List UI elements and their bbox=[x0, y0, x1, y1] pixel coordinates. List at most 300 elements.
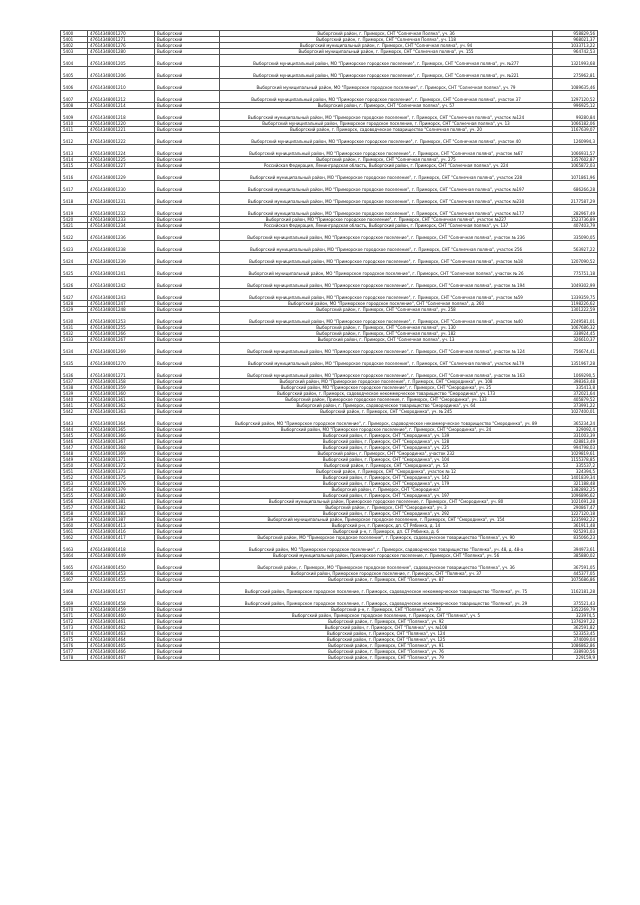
district-cell: Выборгский bbox=[155, 607, 220, 613]
cadastral-value-cell: 290867,47 bbox=[553, 505, 598, 511]
address-cell: Выборгский район, МО "Приморское городское поселение", г. Приморск, садоводческое товарищество "Полянка", уч. 48, д. 48-а bbox=[220, 541, 553, 553]
row-number-cell: 5402 bbox=[61, 43, 88, 49]
row-number-cell: 5411 bbox=[61, 127, 88, 133]
address-cell: Выборгский район, Приморское городское поселение, г. Приморск, СНТ "Полянка", уч. 5 bbox=[220, 613, 553, 619]
district-cell: Выборгский bbox=[155, 55, 220, 67]
address-cell: Выборгский район, г. Приморск, СНТ "Солнечная Поляна", уч. 36 bbox=[220, 31, 553, 37]
cadastral-value-cell: 1297120,52 bbox=[553, 91, 598, 103]
table-row bbox=[61, 541, 598, 553]
cadastral-code-cell: 47614348001379 bbox=[88, 487, 155, 493]
cadastral-value-cell: 323974,5 bbox=[553, 613, 598, 619]
table-row bbox=[61, 229, 598, 241]
district-cell: Выборгский bbox=[155, 241, 220, 253]
table-row bbox=[61, 67, 598, 79]
row-number-cell: 5435 bbox=[61, 355, 88, 367]
row-number-cell: 5475 bbox=[61, 637, 88, 643]
table-row bbox=[61, 343, 598, 355]
cadastral-code-cell: 47614348001363 bbox=[88, 409, 155, 415]
address-cell: Выборгский район, МО "Приморское городское поселение", г. Приморск, СНТ "Смородинка", уч. 108 bbox=[220, 379, 553, 385]
cadastral-code-cell: 47614348001270 bbox=[88, 355, 155, 367]
district-cell: Выборгский bbox=[155, 631, 220, 637]
cadastral-code-cell: 47614348001381 bbox=[88, 499, 155, 505]
district-cell: Выборгский bbox=[155, 265, 220, 277]
row-number-cell: 5472 bbox=[61, 619, 88, 625]
cadastral-code-cell: 47614348001465 bbox=[88, 643, 155, 649]
address-cell: Выборгский район, МО "Приморское городское поселение", г. Приморск, СНТ "Солнечная поляна", участок №227 bbox=[220, 217, 553, 223]
cadastral-value-cell: 1162181,28 bbox=[553, 583, 598, 595]
address-cell: Российская Федерация, Ленинградская область, Выборгский район, г. Приморск, СНТ "Солнечная поляна", уч. 224 bbox=[220, 163, 553, 169]
address-cell: Выборгский муниципальный район, Приморское городское поселение, г. Приморск, СНТ "Смородинка", уч. 80 bbox=[220, 499, 553, 505]
row-number-cell: 5448 bbox=[61, 451, 88, 457]
address-cell: Выборгский район, МО "Приморское городское поселение", г. Приморск, СНТ "Смородинка", уч. 24 bbox=[220, 427, 553, 433]
cadastral-value-cell: 1089635,46 bbox=[553, 79, 598, 91]
cadastral-value-cell: 1069290,5 bbox=[553, 367, 598, 379]
table-row bbox=[61, 289, 598, 301]
district-cell: Выборгский bbox=[155, 379, 220, 385]
address-cell: Выборгский район, Приморское городское поселение, г. Приморск, садоводческое некоммерческое товарищество "Полянка", уч. 75 bbox=[220, 583, 553, 595]
cadastral-code-cell: 47614348001382 bbox=[88, 505, 155, 511]
cadastral-value-cell: 925291,03 bbox=[553, 529, 598, 535]
row-number-cell: 5458 bbox=[61, 511, 88, 517]
cadastral-code-cell: 47614348001375 bbox=[88, 475, 155, 481]
district-cell: Выборгский bbox=[155, 523, 220, 529]
cadastral-code-cell: 47614348001267 bbox=[88, 337, 155, 343]
row-number-cell: 5407 bbox=[61, 91, 88, 103]
address-cell: Выборгский муниципальный район, МО "Приморское городское поселение", г. Приморск, СНТ "Солнечная поляна", участок №179 bbox=[220, 355, 553, 367]
address-cell: Выборгский район, г. Приморск, СНТ "Смородинка", уч. 142 bbox=[220, 475, 553, 481]
address-cell: Выборгский район, г. Приморск, СНТ "Полянка", уч. 76 bbox=[220, 649, 553, 655]
cadastral-code-cell: 47614348001232 bbox=[88, 205, 155, 217]
cadastral-value-cell: 1065872,03 bbox=[553, 163, 598, 169]
cadastral-value-cell: 835066,23 bbox=[553, 535, 598, 541]
district-cell: Выборгский bbox=[155, 427, 220, 433]
address-cell: Выборгский район, г. Приморск, СНТ "Полянка", уч. 124 bbox=[220, 631, 553, 637]
cadastral-value-cell: 1027400,01 bbox=[553, 409, 598, 415]
address-cell: Выборгский муниципальный район, МО "Приморское городское поселение", г. Приморск, СНТ "Солнечная поляна", уч. №277 bbox=[220, 55, 553, 67]
district-cell: Выборгский bbox=[155, 583, 220, 595]
row-number-cell: 5418 bbox=[61, 193, 88, 205]
address-cell: Выборгский район, г. Приморск, СНТ "Солнечная поляна", уч. 57 bbox=[220, 103, 553, 109]
row-number-cell: 5414 bbox=[61, 157, 88, 163]
cadastral-value-cell: 1049302,99 bbox=[553, 277, 598, 289]
cadastral-code-cell: 47614348001214 bbox=[88, 103, 155, 109]
cadastral-code-cell: 47614348001358 bbox=[88, 379, 155, 385]
row-number-cell: 5410 bbox=[61, 121, 88, 127]
table-row bbox=[61, 583, 598, 595]
cadastral-code-cell: 47614348001280 bbox=[88, 49, 155, 55]
district-cell: Выборгский bbox=[155, 49, 220, 55]
cadastral-code-cell: 47614348001376 bbox=[88, 481, 155, 487]
cadastral-value-cell: 365234,24 bbox=[553, 415, 598, 427]
district-cell: Выборгский bbox=[155, 481, 220, 487]
registry-table bbox=[60, 30, 598, 661]
district-cell: Выборгский bbox=[155, 91, 220, 103]
cadastral-code-cell: 47614348001210 bbox=[88, 79, 155, 91]
row-number-cell: 5459 bbox=[61, 517, 88, 523]
cadastral-value-cell: 338930,56 bbox=[553, 649, 598, 655]
row-number-cell: 5464 bbox=[61, 553, 88, 559]
district-cell: Выборгский bbox=[155, 595, 220, 607]
district-cell: Выборгский bbox=[155, 541, 220, 553]
address-cell: Выборгский район, г. Приморск, СНТ "Смородинка", уч. 3 bbox=[220, 505, 553, 511]
cadastral-code-cell: 47614348001361 bbox=[88, 397, 155, 403]
district-cell: Выборгский bbox=[155, 649, 220, 655]
district-cell: Выборгский bbox=[155, 625, 220, 631]
district-cell: Выборгский bbox=[155, 145, 220, 157]
cadastral-value-cell: 1066182,06 bbox=[553, 121, 598, 127]
district-cell: Выборгский bbox=[155, 355, 220, 367]
cadastral-code-cell: 47614348001212 bbox=[88, 91, 155, 103]
district-cell: Выборгский bbox=[155, 193, 220, 205]
table-row bbox=[61, 109, 598, 121]
cadastral-code-cell: 47614348001380 bbox=[88, 493, 155, 499]
cadastral-code-cell: 47614348001220 bbox=[88, 121, 155, 127]
cadastral-value-cell: 1523736,89 bbox=[553, 217, 598, 223]
cadastral-value-cell: 994798,03 bbox=[553, 445, 598, 451]
row-number-cell: 5461 bbox=[61, 529, 88, 535]
district-cell: Выборгский bbox=[155, 463, 220, 469]
cadastral-code-cell: 47614348001238 bbox=[88, 241, 155, 253]
district-cell: Выборгский bbox=[155, 403, 220, 409]
address-cell: Выборгский муниципальный район, МО "Приморское городское поселение", г. Приморск, СНТ "Солнечная поляна", участок №197 bbox=[220, 181, 553, 193]
address-cell: Выборгский район, г. Приморск, СНТ "Солнечная поляна", уч. 275 bbox=[220, 157, 553, 163]
cadastral-code-cell: 47614348001368 bbox=[88, 445, 155, 451]
row-number-cell: 5454 bbox=[61, 487, 88, 493]
district-cell: Выборгский bbox=[155, 277, 220, 289]
cadastral-value-cell: 1301222,59 bbox=[553, 307, 598, 313]
district-cell: Выборгский bbox=[155, 301, 220, 307]
address-cell: Выборгский р-н, г. Приморск, дп. СТ Рябинка, д. 6 bbox=[220, 529, 553, 535]
row-number-cell: 5401 bbox=[61, 37, 88, 43]
address-cell: Выборгский район, г. Приморск, СНТ "Смородинка", уч. 292 bbox=[220, 511, 553, 517]
district-cell: Выборгский bbox=[155, 205, 220, 217]
cadastral-value-cell: 331003,39 bbox=[553, 433, 598, 439]
table-row bbox=[61, 355, 598, 367]
address-cell: Выборгский район, г. Приморск, СНТ "Полянка", уч. №108 bbox=[220, 625, 553, 631]
district-cell: Выборгский bbox=[155, 643, 220, 649]
row-number-cell: 5427 bbox=[61, 289, 88, 301]
cadastral-code-cell: 47614348001453 bbox=[88, 571, 155, 577]
row-number-cell: 5421 bbox=[61, 223, 88, 229]
district-cell: Выборгский bbox=[155, 169, 220, 181]
table-row bbox=[61, 595, 598, 607]
cadastral-code-cell: 47614348001253 bbox=[88, 313, 155, 325]
cadastral-code-cell: 47614348001243 bbox=[88, 289, 155, 301]
table-row bbox=[61, 559, 598, 571]
cadastral-value-cell: 362591,82 bbox=[553, 625, 598, 631]
address-cell: Выборгский муниципальный район, МО "Приморское городское поселение", г. Приморск, СНТ "Солнечная поляна", участок № 124 bbox=[220, 343, 553, 355]
row-number-cell: 5457 bbox=[61, 505, 88, 511]
district-cell: Выборгский bbox=[155, 529, 220, 535]
address-cell: Выборгский район, г. Приморск, СНТ "Солнечная Поляна", уч. 118 bbox=[220, 37, 553, 43]
cadastral-code-cell: 47614348001464 bbox=[88, 637, 155, 643]
cadastral-value-cell: 1339359,75 bbox=[553, 289, 598, 301]
cadastral-value-cell: 1357602,87 bbox=[553, 157, 598, 163]
address-cell: Выборгский муниципальный район, МО "Приморское городское поселение", г. Приморск, СНТ "Солнечная поляна", участок №124 bbox=[220, 109, 553, 121]
district-cell: Выборгский bbox=[155, 67, 220, 79]
address-cell: Выборгский район, г. Приморск, СНТ "Полянка", уч. 91 bbox=[220, 643, 553, 649]
row-number-cell: 5468 bbox=[61, 583, 88, 595]
address-cell: Выборгский муниципальный район, МО "Приморское городское поселение", г. Приморск, СНТ "Солнечная поляна", участок № 236 bbox=[220, 229, 553, 241]
cadastral-value-cell: 367591,05 bbox=[553, 559, 598, 571]
district-cell: Выборгский bbox=[155, 475, 220, 481]
table-row bbox=[61, 655, 598, 661]
cadastral-value-cell: 1227120,18 bbox=[553, 511, 598, 517]
cadastral-value-cell: 1167639,07 bbox=[553, 127, 598, 133]
row-number-cell: 5404 bbox=[61, 55, 88, 67]
row-number-cell: 5473 bbox=[61, 625, 88, 631]
address-cell: Выборгский муниципальный район, МО "Приморское городское поселение", г. Приморск, СНТ "Солнечная поляна", участок № 194 bbox=[220, 277, 553, 289]
district-cell: Выборгский bbox=[155, 391, 220, 397]
district-cell: Выборгский bbox=[155, 553, 220, 559]
cadastral-value-cell: 1198226,62 bbox=[553, 301, 598, 307]
cadastral-value-cell: 385880,02 bbox=[553, 553, 598, 559]
district-cell: Выборгский bbox=[155, 499, 220, 505]
address-cell: Выборгский муниципальный район, Приморское городское поселение, г. Приморск, СНТ "Полянка", уч. 56 bbox=[220, 553, 553, 559]
address-cell: Выборгский муниципальный район, МО "Приморское городское поселение", г. Приморск, СНТ "Солнечная поляна", участок 228 bbox=[220, 169, 553, 181]
cadastral-value-cell: 282967,49 bbox=[553, 205, 598, 217]
row-number-cell: 5406 bbox=[61, 79, 88, 91]
district-cell: Выборгский bbox=[155, 493, 220, 499]
cadastral-code-cell: 47614348001266 bbox=[88, 331, 155, 337]
district-cell: Выборгский bbox=[155, 535, 220, 541]
row-number-cell: 5423 bbox=[61, 241, 88, 253]
cadastral-code-cell: 47614348001364 bbox=[88, 415, 155, 427]
cadastral-code-cell: 47614348001241 bbox=[88, 265, 155, 277]
cadastral-value-cell: 563927,22 bbox=[553, 241, 598, 253]
address-cell: Выборгский район, г. Приморск, СНТ "Смородинка", участок № 12 bbox=[220, 469, 553, 475]
cadastral-code-cell: 47614348001359 bbox=[88, 385, 155, 391]
district-cell: Выборгский bbox=[155, 163, 220, 169]
cadastral-code-cell: 47614348001205 bbox=[88, 55, 155, 67]
row-number-cell: 5463 bbox=[61, 541, 88, 553]
address-cell: Выборгский район, г. Приморск, СНТ "Смородинка", уч. 53 bbox=[220, 463, 553, 469]
cadastral-code-cell: 47614348001242 bbox=[88, 277, 155, 289]
cadastral-value-cell: 1376297,22 bbox=[553, 619, 598, 625]
cadastral-code-cell: 47614348001231 bbox=[88, 193, 155, 205]
cadastral-value-cell: 1207090,52 bbox=[553, 253, 598, 265]
district-cell: Выборгский bbox=[155, 385, 220, 391]
row-number-cell: 5434 bbox=[61, 343, 88, 355]
cadastral-code-cell: 47614348001450 bbox=[88, 559, 155, 571]
district-cell: Выборгский bbox=[155, 313, 220, 325]
row-number-cell: 5453 bbox=[61, 481, 88, 487]
district-cell: Выборгский bbox=[155, 253, 220, 265]
row-number-cell: 5412 bbox=[61, 133, 88, 145]
district-cell: Выборгский bbox=[155, 79, 220, 91]
cadastral-code-cell: 47614348001418 bbox=[88, 541, 155, 553]
district-cell: Выборгский bbox=[155, 409, 220, 415]
district-cell: Выборгский bbox=[155, 337, 220, 343]
address-cell: Выборгский муниципальный район, МО "Приморское городское поселение", г. Приморск, СНТ "Солнечная поляна", участок №59 bbox=[220, 289, 553, 301]
cadastral-value-cell: 523353,45 bbox=[553, 631, 598, 637]
row-number-cell: 5439 bbox=[61, 391, 88, 397]
address-cell: Выборгский район, г. Приморск, СНТ "Солнечная поляна", уч. 182 bbox=[220, 331, 553, 337]
table-row bbox=[61, 169, 598, 181]
row-number-cell: 5442 bbox=[61, 409, 88, 415]
address-cell: Выборгский район, г. Приморск, СНТ "Смородинка", уч. 139 bbox=[220, 433, 553, 439]
cadastral-code-cell: 47614348001271 bbox=[88, 37, 155, 43]
cadastral-value-cell: 407403,79 bbox=[553, 223, 598, 229]
row-number-cell: 5416 bbox=[61, 169, 88, 181]
cadastral-code-cell: 47614348001417 bbox=[88, 535, 155, 541]
address-cell: Выборгский район, г. Приморск, СНТ "Смородинка", уч. 104 bbox=[220, 457, 553, 463]
cadastral-value-cell: 996925,12 bbox=[553, 103, 598, 109]
cadastral-value-cell: 229159,9 bbox=[553, 655, 598, 661]
row-number-cell: 5426 bbox=[61, 277, 88, 289]
district-cell: Выборгский bbox=[155, 487, 220, 493]
row-number-cell: 5455 bbox=[61, 493, 88, 499]
row-number-cell: 5409 bbox=[61, 109, 88, 121]
row-number-cell: 5438 bbox=[61, 385, 88, 391]
row-number-cell: 5471 bbox=[61, 613, 88, 619]
cadastral-code-cell: 47614348001387 bbox=[88, 517, 155, 523]
row-number-cell: 5451 bbox=[61, 469, 88, 475]
cadastral-code-cell: 47614348001271 bbox=[88, 367, 155, 379]
address-cell: Выборгский район, г. Приморск, СНТ "Полянка", уч. 79 bbox=[220, 655, 553, 661]
district-cell: Выборгский bbox=[155, 37, 220, 43]
row-number-cell: 5444 bbox=[61, 427, 88, 433]
row-number-cell: 5419 bbox=[61, 205, 88, 217]
cadastral-value-cell: 445377,05 bbox=[553, 571, 598, 577]
district-cell: Выборгский bbox=[155, 445, 220, 451]
cadastral-value-cell: 1033713,22 bbox=[553, 43, 598, 49]
district-cell: Выборгский bbox=[155, 181, 220, 193]
cadastral-value-cell: 1067686,32 bbox=[553, 325, 598, 331]
district-cell: Выборгский bbox=[155, 511, 220, 517]
district-cell: Выборгский bbox=[155, 217, 220, 223]
cadastral-code-cell: 47614348001227 bbox=[88, 163, 155, 169]
address-cell: Выборгский муниципальный район, МО "Приморское городское поселение", г. Приморск, СНТ "Солнечная поляна", участок №177 bbox=[220, 205, 553, 217]
cadastral-code-cell: 47614348001221 bbox=[88, 127, 155, 133]
row-number-cell: 5400 bbox=[61, 31, 88, 37]
cadastral-value-cell: 968021,37 bbox=[553, 37, 598, 43]
address-cell: Выборгский район, г. Приморск, СНТ "Смородинка", уч. 128 bbox=[220, 439, 553, 445]
cadastral-value-cell: 335537,2 bbox=[553, 463, 598, 469]
row-number-cell: 5413 bbox=[61, 145, 88, 157]
cadastral-value-cell: 398363,48 bbox=[553, 379, 598, 385]
district-cell: Выборгский bbox=[155, 325, 220, 331]
registry-table-body bbox=[61, 31, 598, 661]
district-cell: Выборгский bbox=[155, 121, 220, 127]
cadastral-code-cell: 47614348001369 bbox=[88, 451, 155, 457]
district-cell: Выборгский bbox=[155, 223, 220, 229]
table-row bbox=[61, 55, 598, 67]
table-row bbox=[61, 277, 598, 289]
cadastral-value-cell: 1071861,96 bbox=[553, 169, 598, 181]
cadastral-code-cell: 47614348001373 bbox=[88, 469, 155, 475]
district-cell: Выборгский bbox=[155, 157, 220, 163]
cadastral-code-cell: 47614348001269 bbox=[88, 343, 155, 355]
table-row bbox=[61, 415, 598, 427]
cadastral-code-cell: 47614348001457 bbox=[88, 583, 155, 595]
address-cell: Выборгский муниципальный район, МО "Приморское городское поселение", г. Приморск, СНТ "Солнечная поляна", уч. 79 bbox=[220, 79, 553, 91]
district-cell: Выборгский bbox=[155, 637, 220, 643]
cadastral-value-cell: 1029819,61 bbox=[553, 451, 598, 457]
row-number-cell: 5443 bbox=[61, 415, 88, 427]
cadastral-value-cell: 428813,49 bbox=[553, 439, 598, 445]
table-row bbox=[61, 265, 598, 277]
cadastral-code-cell: 47614348001218 bbox=[88, 109, 155, 121]
address-cell: Выборгский район, МО "Приморское городское поселение", г. Приморск, садоводческое некоммерческое товарищество "Смородинка", уч. 89 bbox=[220, 415, 553, 427]
cadastral-code-cell: 47614348001413 bbox=[88, 523, 155, 529]
cadastral-value-cell: 329092,4 bbox=[553, 427, 598, 433]
cadastral-code-cell: 47614348001462 bbox=[88, 625, 155, 631]
cadastral-code-cell: 47614348001467 bbox=[88, 655, 155, 661]
address-cell: Выборгский муниципальный район, МО "Приморское городское поселение", г. Приморск, СНТ "Солнечная поляна", участок 256 bbox=[220, 241, 553, 253]
address-cell: Российская Федерация, Ленинградская область, Выборгский район, г. Приморск, СНТ "Солнечная поляна", уч. 137 bbox=[220, 223, 553, 229]
cadastral-value-cell: 405879,52 bbox=[553, 397, 598, 403]
cadastral-code-cell: 47614348001383 bbox=[88, 511, 155, 517]
address-cell: Выборгский район, г. Приморск, МО "Приморское городское поселение", садоводческое товарищество "Полянка", уч. 36 bbox=[220, 559, 553, 571]
district-cell: Выборгский bbox=[155, 307, 220, 313]
table-row bbox=[61, 133, 598, 145]
row-number-cell: 5425 bbox=[61, 265, 88, 277]
address-cell: Выборгский район, МО "Приморское городское поселение", СНТ "Солнечная поляна", д. 260 bbox=[220, 301, 553, 307]
address-cell: Выборгский муниципальный район, МО "Приморское городское поселение", г. Приморск, СНТ "Солнечная поляна", участок 40 bbox=[220, 133, 553, 145]
cadastral-code-cell: 47614348001236 bbox=[88, 229, 155, 241]
row-number-cell: 5437 bbox=[61, 379, 88, 385]
address-cell: Выборгский муниципальный район, Приморское городское поселение, г. Приморск, СНТ "Смородинка", уч. 154 bbox=[220, 517, 553, 523]
row-number-cell: 5405 bbox=[61, 67, 88, 79]
cadastral-code-cell: 47614348001234 bbox=[88, 223, 155, 229]
table-row bbox=[61, 205, 598, 217]
row-number-cell: 5417 bbox=[61, 181, 88, 193]
address-cell: Выборгский район, г. Приморск, садоводческое некоммерческое товарищество "Смородинка", уч. 173 bbox=[220, 391, 553, 397]
cadastral-value-cell: 1260994,3 bbox=[553, 133, 598, 145]
address-cell: Выборгский район, МО "Приморское городское поселение", г. Приморск, садоводческое товарищество "Полянка", уч. 90 bbox=[220, 535, 553, 541]
cadastral-code-cell: 47614348001461 bbox=[88, 619, 155, 625]
cadastral-code-cell: 47614348001416 bbox=[88, 529, 155, 535]
district-cell: Выборгский bbox=[155, 613, 220, 619]
district-cell: Выборгский bbox=[155, 229, 220, 241]
address-cell: Выборгский район, г. Приморск, СНТ "Смородинка", участок 232 bbox=[220, 451, 553, 457]
district-cell: Выборгский bbox=[155, 433, 220, 439]
address-cell: Выборгский район, г. Приморск, СНТ "Полянка", уч. 125 bbox=[220, 637, 553, 643]
cadastral-code-cell: 47614348001247 bbox=[88, 301, 155, 307]
cadastral-value-cell: 324394,5 bbox=[553, 469, 598, 475]
row-number-cell: 5403 bbox=[61, 49, 88, 55]
cadastral-value-cell: 372021,64 bbox=[553, 391, 598, 397]
table-row bbox=[61, 145, 598, 157]
district-cell: Выборгский bbox=[155, 397, 220, 403]
district-cell: Выборгский bbox=[155, 331, 220, 337]
row-number-cell: 5466 bbox=[61, 571, 88, 577]
table-row bbox=[61, 253, 598, 265]
row-number-cell: 5441 bbox=[61, 403, 88, 409]
cadastral-code-cell: 47614348001463 bbox=[88, 631, 155, 637]
cadastral-value-cell: 1066931,57 bbox=[553, 145, 598, 157]
district-cell: Выборгский bbox=[155, 367, 220, 379]
row-number-cell: 5470 bbox=[61, 607, 88, 613]
cadastral-value-cell: 1075686,86 bbox=[553, 577, 598, 583]
row-number-cell: 5415 bbox=[61, 163, 88, 169]
cadastral-value-cell: 1352269,79 bbox=[553, 607, 598, 613]
cadastral-value-cell: 1086862,86 bbox=[553, 643, 598, 649]
table-row bbox=[61, 193, 598, 205]
row-number-cell: 5428 bbox=[61, 301, 88, 307]
address-cell: Выборгский муниципальный район, МО "Приморское городское поселение", г. Приморск, СНТ "Солнечная поляна", уч. №221 bbox=[220, 67, 553, 79]
address-cell: Выборгский муниципальный район, г. Приморск, СНТ "Солнечная поляна", уч. 94 bbox=[220, 43, 553, 49]
address-cell: Выборгский район, г. Приморск, СНТ "Смородинка", уч. 179 bbox=[220, 481, 553, 487]
address-cell: Выборгский район, г. Приморск, СНТ "Полянка", уч. 87 bbox=[220, 577, 553, 583]
district-cell: Выборгский bbox=[155, 577, 220, 583]
cadastral-value-cell: 1155378,85 bbox=[553, 457, 598, 463]
address-cell: Выборгский район, г. Приморск, СНТ "Полянка", уч. 92 bbox=[220, 619, 553, 625]
address-cell: Выборгский район, Приморское городское поселение, г. Приморск, садоводческое некоммерческое товарищество "Полянка", уч. 29 bbox=[220, 595, 553, 607]
row-number-cell: 5445 bbox=[61, 433, 88, 439]
cadastral-code-cell: 47614348001276 bbox=[88, 43, 155, 49]
